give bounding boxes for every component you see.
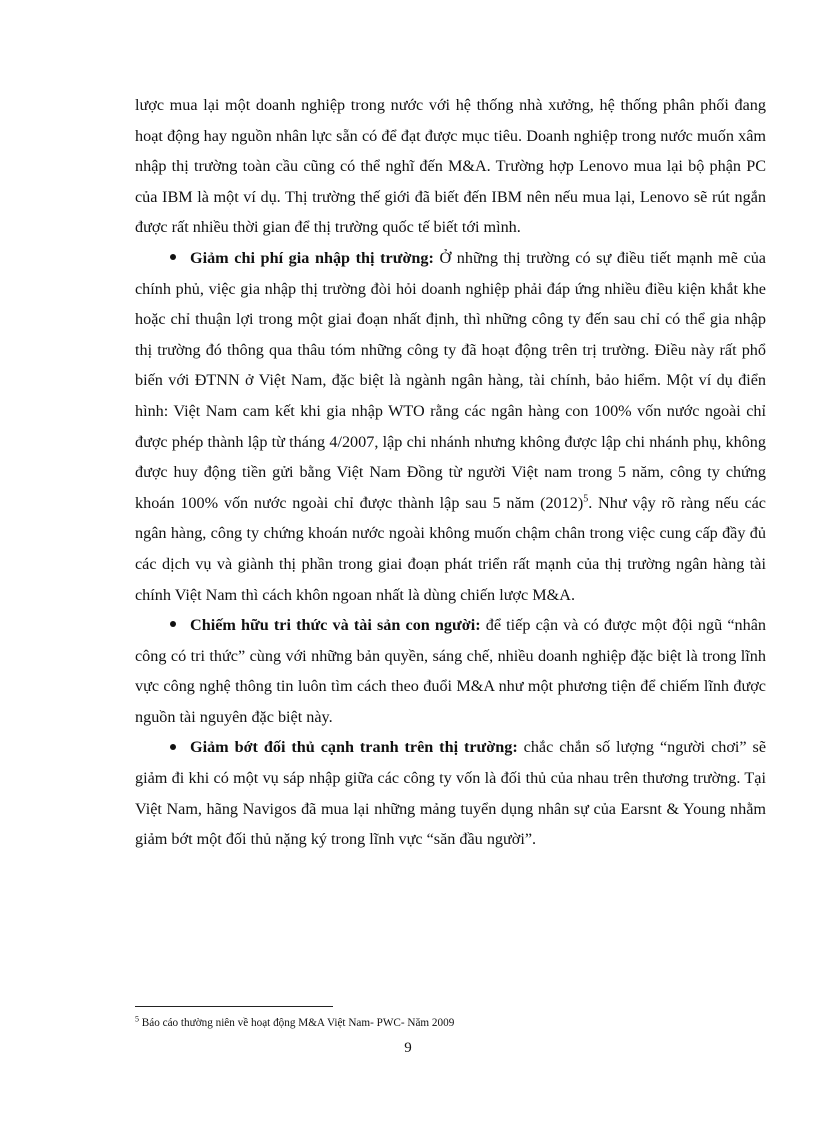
bullet-icon (170, 744, 176, 750)
footnote (135, 1016, 766, 1030)
page-number: 9 (404, 1040, 412, 1056)
bullet-paragraph-competitors (135, 732, 766, 854)
footnote-number: 5 (135, 1014, 139, 1024)
bullet-icon (170, 254, 176, 260)
bullet-heading: Giảm chi phí gia nhập thị trường: (190, 248, 434, 267)
bullet-heading: Chiếm hữu tri thức và tài sản con người: (190, 616, 481, 635)
lead-paragraph: lược mua lại một doanh nghiệp trong nước với hệ thống nhà xưởng, hệ thống phân phối đang hoạt động hay nguồn nhân lực sẵn có để đạt được mục tiêu. Doanh nghiệp trong nước muốn xâm nhập thị trường toàn cầu cũng có thể nghĩ đến M&A. Trường hợp Lenovo mua lại bộ phận PC của IBM là một ví dụ. Thị trường thế giới đã biết đến IBM nên nếu mua lại, Lenovo sẽ rút ngắn được rất nhiều thời gian để thị trường quốc tế biết tới mình. (135, 96, 766, 237)
bullet-text-continued: . Như vậy rõ ràng nếu các ngân hàng, công ty chứng khoán nước ngoài không muốn chậm chân trong việc cung cấp đầy đủ các dịch vụ và giành thị phần trong giai đoạn phát triển rất mạnh của thị trường ngân hàng tài chính Việt Nam thì cách khôn ngoan nhất là dùng chiến lược M&A. (135, 493, 766, 604)
bullet-heading: Giảm bớt đối thủ cạnh tranh trên thị trường: (190, 738, 518, 757)
footnote-reference[interactable]: 5 (583, 493, 589, 505)
footnote-separator (135, 1006, 333, 1007)
bullet-text: Ở những thị trường có sự điều tiết mạnh mẽ của chính phủ, việc gia nhập thị trường đòi hỏi doanh nghiệp phải đáp ứng nhiều điều kiện khắt khe hoặc chỉ thuận lợi trong một giai đoạn nhất định, thì những công ty đến sau chỉ có thể gia nhập thị trường đó thông qua thâu tóm những công ty đã hoạt động trên trị trường. Điều này rất phổ biến với ĐTNN ở Việt Nam, đặc biệt là ngành ngân hàng, tài chính, bảo hiểm. Một ví dụ điển hình: Việt Nam cam kết khi gia nhập WTO rằng các ngân hàng con 100% vốn nước ngoài chỉ được phép thành lập từ tháng 4/2007, lập chi nhánh nhưng không được lập chi nhánh phụ, không được huy động tiền gửi bằng Việt Nam Đồng từ người Việt nam trong 5 năm, công ty chứng khoán 100% vốn nước ngoài chỉ được thành lập sau 5 năm (2012) (135, 248, 766, 512)
footnote-text: Báo cáo thường niên về hoạt động M&A Việt Nam- PWC- Năm 2009 (139, 1017, 455, 1029)
body-text (135, 90, 766, 855)
bullet-icon (170, 621, 176, 627)
bullet-text: để tiếp cận và có được một đội ngũ “nhân công có tri thức” cùng với những bản quyền, sáng chế, nhiều doanh nghiệp đặc biệt là trong lĩnh vực công nghệ thông tin luôn tìm cách theo đuổi M&A như một phương tiện để chiếm lĩnh được nguồn tài nguyên đặc biệt này. (135, 616, 767, 726)
bullet-paragraph-knowledge (135, 610, 766, 732)
bullet-paragraph-market-entry (135, 243, 766, 610)
bullet-text: chắc chắn số lượng “người chơi” sẽ giảm đi khi có một vụ sáp nhập giữa các công ty vốn là đối thủ của nhau trên thương trường. Tại Việt Nam, hãng Navigos đã mua lại những mảng tuyển dụng nhân sự của Earsnt & Young nhằm giảm bớt một đối thủ nặng ký trong lĩnh vực “săn đầu người”. (135, 738, 766, 849)
